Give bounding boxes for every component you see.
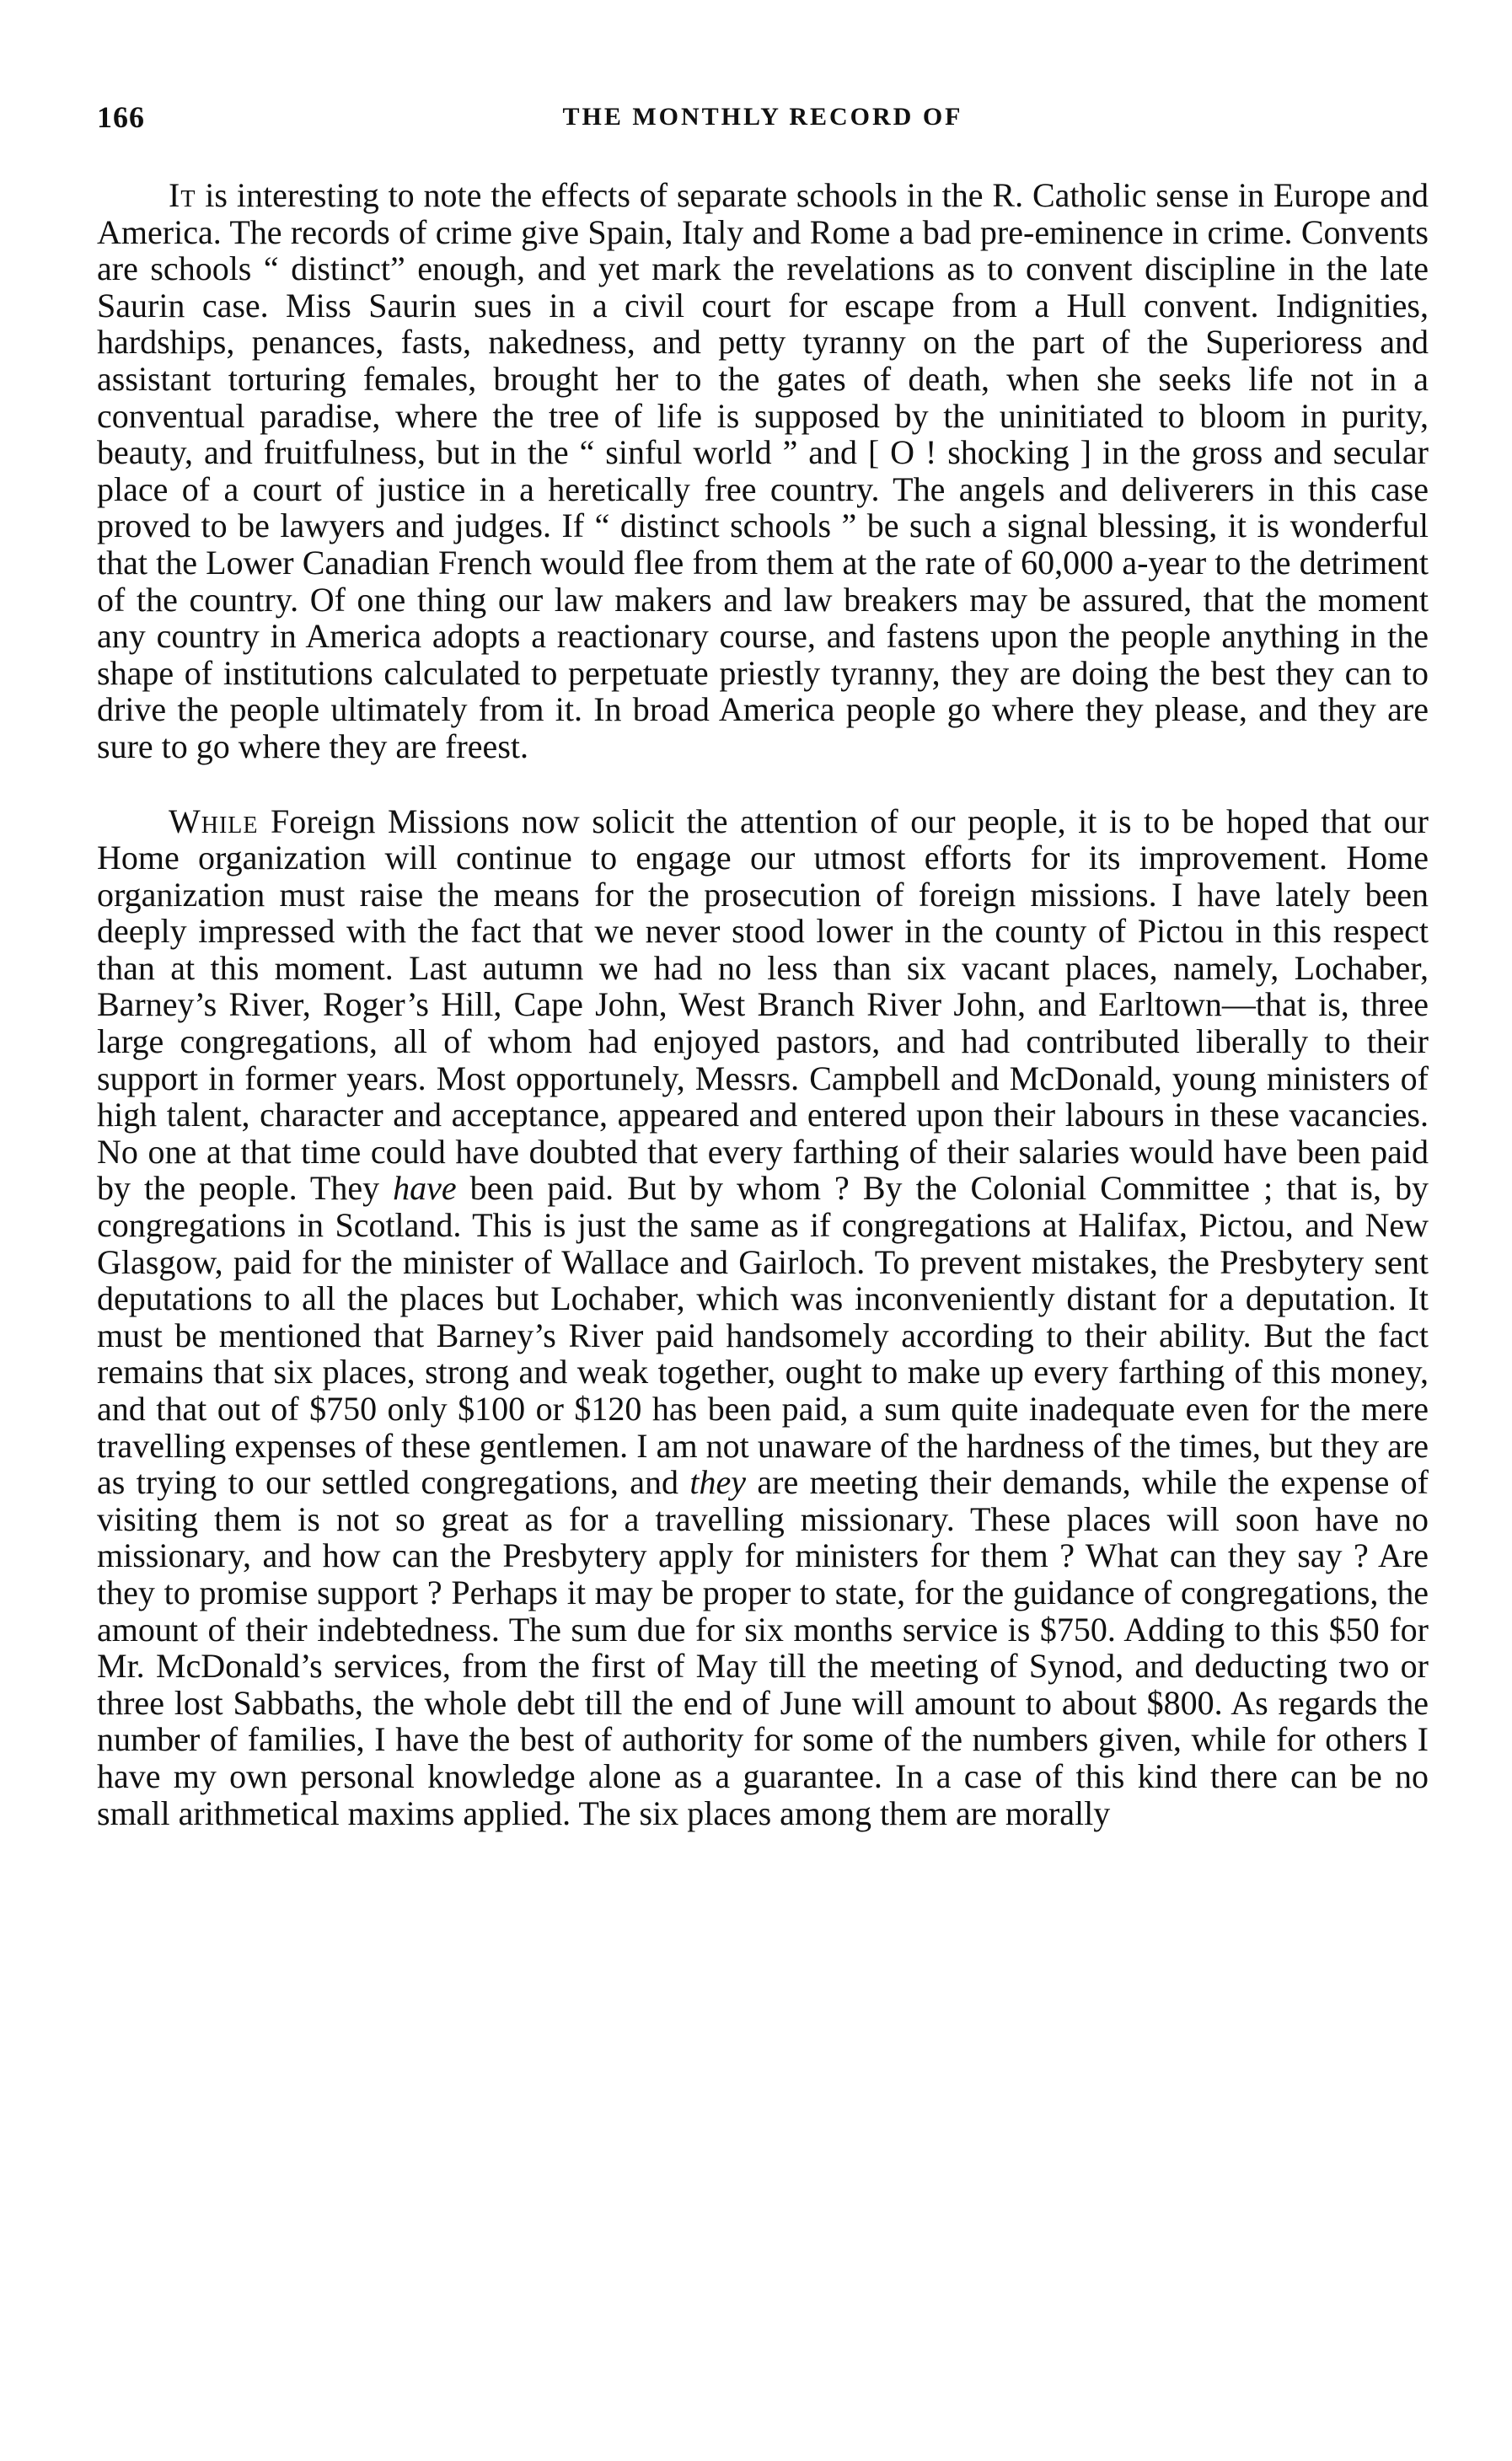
emphasis-have: have — [393, 1169, 457, 1208]
paragraph-text: Foreign Missions now solicit the attention of our people, it is to be hoped that our Home organization will continue to engage our utmost efforts for its improvement. Home organization must raise the means for the prosecution of foreign missions. I have lately been deeply impressed with the fact that we never stood lower in the county of Pictou in this respect than at this moment. Last autumn we had no less than six vacant places, namely, Lochaber, Barney’s River, Roger’s Hill, Cape John, West Branch River John, and Earltown—that is, three large congregations, all of whom had enjoyed pastors, and had contributed liberally to their support in former years. Most opportunely, Messrs. Campbell and McDonald, young ministers of high talent, character and acceptance, appeared and entered upon their labours in these vacancies. No one at that time could have doubted that every farthing of their salaries would have been paid by the people. They — [97, 802, 1429, 1208]
paragraph-lead-word: While — [169, 802, 259, 840]
running-title: THE MONTHLY RECORD OF — [562, 103, 963, 131]
emphasis-they: they — [689, 1463, 747, 1502]
paragraph-home-organization — [97, 803, 1429, 1832]
paragraph-text: are meeting their demands, while the expense of visiting them is not so great as for a travelling missionary. These places will soon have no missionary, and how can the Presbytery apply for ministers for them ? What can they say ? Are they to promise support ? Perhaps it may be proper to state, for the guidance of congregations, the amount of their indebtedness. The sum due for six months service is $750. Adding to this $50 for Mr. McDonald’s services, from the first of May till the meeting of Synod, and deducting two or three lost Sabbaths, the whole debt till the end of June will amount to about $800. As regards the number of families, I have the best of authority for some of the numbers given, while for others I have my own personal knowledge alone as a guarantee. In a case of this kind there can be no small arithmetical maxims applied. The six places among them are morally — [97, 1463, 1429, 1832]
paragraph-saurin-case — [97, 177, 1429, 765]
paragraph-text: is interesting to note the effects of separate schools in the R. Catholic sense in Europe and America. The records of crime give Spain, Italy and Rome a bad pre-eminence in crime. Convents are schools “ distinct” enough, and yet mark the revelations as to convent discipline in the late Saurin case. Miss Saurin sues in a civil court for escape from a Hull convent. Indignities, hardships, penances, fasts, nakedness, and petty tyranny on the part of the Superioress and assistant torturing females, brought her to the gates of death, when she seeks life not in a conventual paradise, where the tree of life is supposed by the uninitiated to bloom in purity, beauty, and fruitfulness, but in the “ sinful world ” and [ O ! shocking ] in the gross and secular place of a court of justice in a heretically free country. The angels and deliverers in this case proved to be lawyers and judges. If “ distinct schools ” be such a signal blessing, it is wonderful that the Lower Canadian French would flee from them at the rate of 60,000 a-year to the detriment of the country. Of one thing our law makers and law breakers may be assured, that the moment any country in America adopts a reactionary course, and fastens upon the people anything in the shape of institutions calculated to perpetuate priestly tyranny, they are doing the best they can to drive the people ultimately from it. In broad America people go where they please, and they are sure to go where they are freest. — [97, 176, 1429, 765]
paragraph-text: been paid. But by whom ? By the Colonial Committee ; that is, by congregations in Scotland. This is just the same as if congregations at Halifax, Pictou, and New Glasgow, paid for the minister of Wallace and Gairloch. To prevent mistakes, the Presbytery sent deputations to all the places but Lochaber, which was inconveniently distant for a deputation. It must be mentioned that Barney’s River paid handsomely according to their ability. But the fact remains that six places, strong and weak together, ought to make up every farthing of this money, and that out of $750 only $100 or $120 has been paid, a sum quite inadequate even for the mere travelling expenses of these gentlemen. I am not unaware of the hardness of the times, but they are as trying to our settled congregations, and — [97, 1169, 1429, 1502]
page-number: 166 — [97, 100, 145, 134]
running-head — [97, 99, 1429, 142]
paragraph-lead-word: It — [169, 176, 196, 214]
body-text — [97, 177, 1429, 1831]
